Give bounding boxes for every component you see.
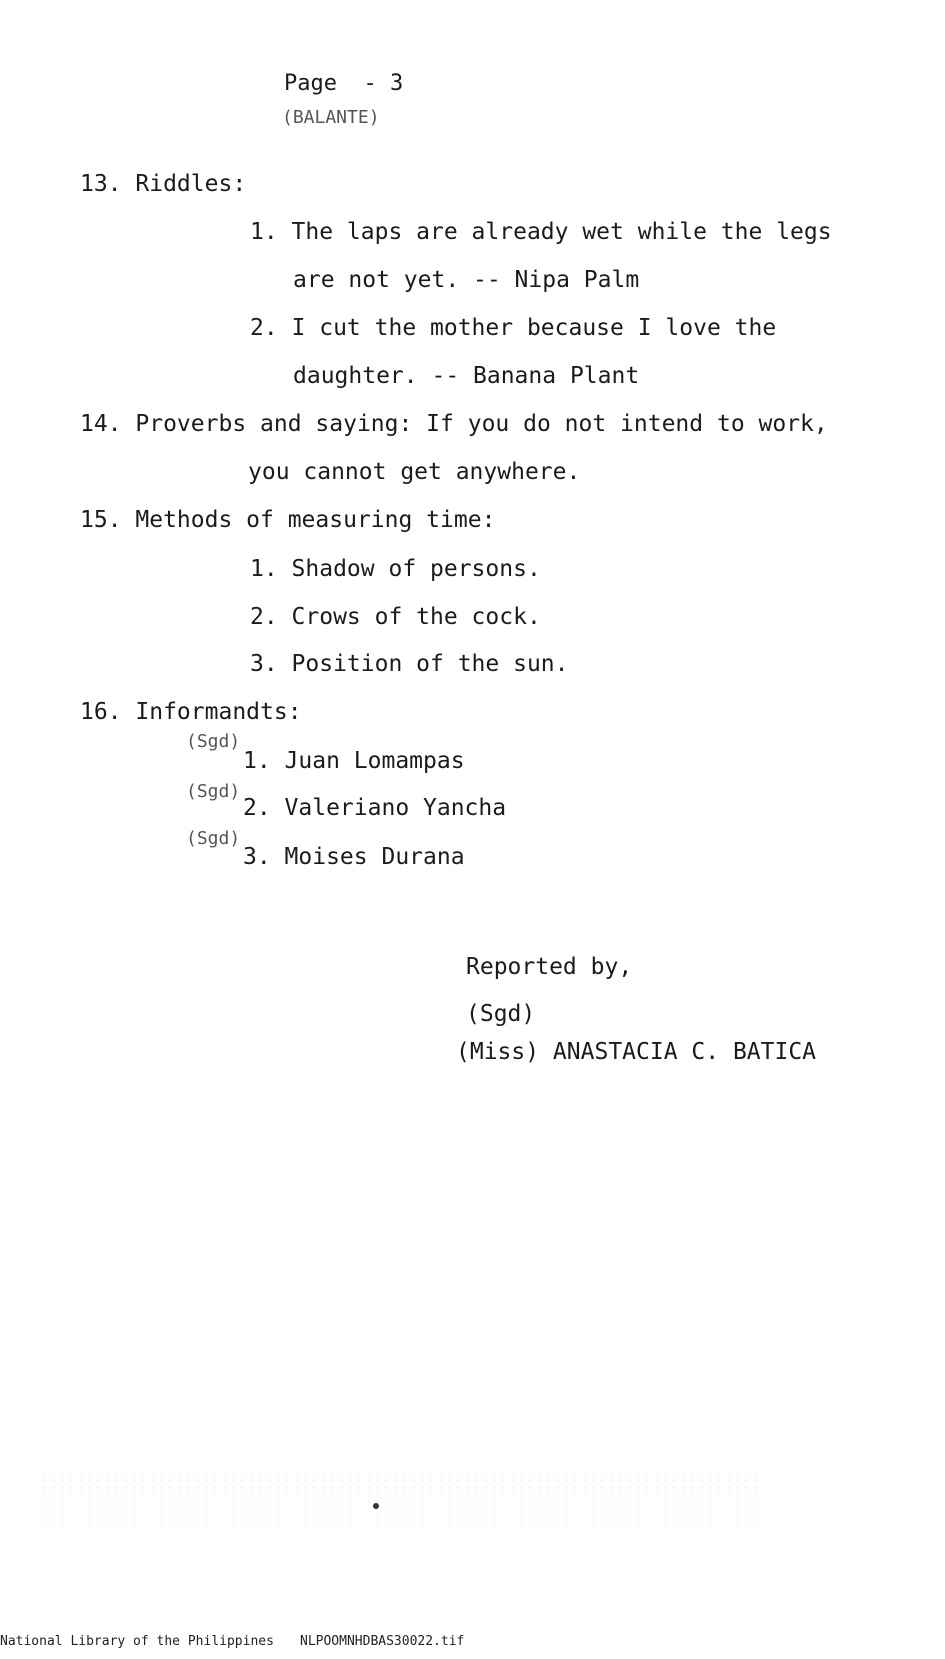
time-item-2: 2. Crows of the cock.	[250, 604, 541, 630]
page-number: Page - 3	[284, 71, 404, 96]
informant-3-sgd: (Sgd)	[186, 828, 241, 849]
reported-by: Reported by,	[466, 954, 633, 980]
informant-1-sgd: (Sgd)	[186, 731, 241, 752]
signature-sgd: (Sgd)	[466, 1001, 536, 1027]
informant-1: 1. Juan Lomampas	[243, 748, 465, 774]
scan-speck	[373, 1503, 379, 1509]
informant-3: 3. Moises Durana	[243, 844, 465, 870]
riddle-1-line-1: 1. The laps are already wet while the legs	[250, 219, 832, 245]
informant-2-sgd: (Sgd)	[186, 781, 241, 802]
informants-heading: 16. Informandts:	[80, 699, 302, 725]
riddle-2-line-1: 2. I cut the mother because I love the	[250, 315, 777, 341]
time-heading: 15. Methods of measuring time:	[80, 507, 496, 533]
riddles-heading: 13. Riddles:	[80, 171, 247, 197]
riddle-1-line-2: are not yet. -- Nipa Palm	[293, 267, 640, 293]
footer-filename: NLPOOMNHDBAS30022.tif	[300, 1634, 465, 1649]
place-name: (BALANTE)	[282, 107, 380, 128]
proverbs-line-2: you cannot get anywhere.	[248, 459, 581, 485]
informant-2: 2. Valeriano Yancha	[243, 795, 507, 821]
reporter-name: (Miss) ANASTACIA C. BATICA	[456, 1039, 817, 1065]
riddle-2-line-2: daughter. -- Banana Plant	[293, 363, 640, 389]
proverbs-line-1: 14. Proverbs and saying: If you do not intend to work,	[80, 411, 828, 437]
footer-library: National Library of the Philippines	[0, 1634, 274, 1649]
scan-noise	[40, 1470, 760, 1530]
time-item-1: 1. Shadow of persons.	[250, 556, 541, 582]
time-item-3: 3. Position of the sun.	[250, 651, 569, 677]
